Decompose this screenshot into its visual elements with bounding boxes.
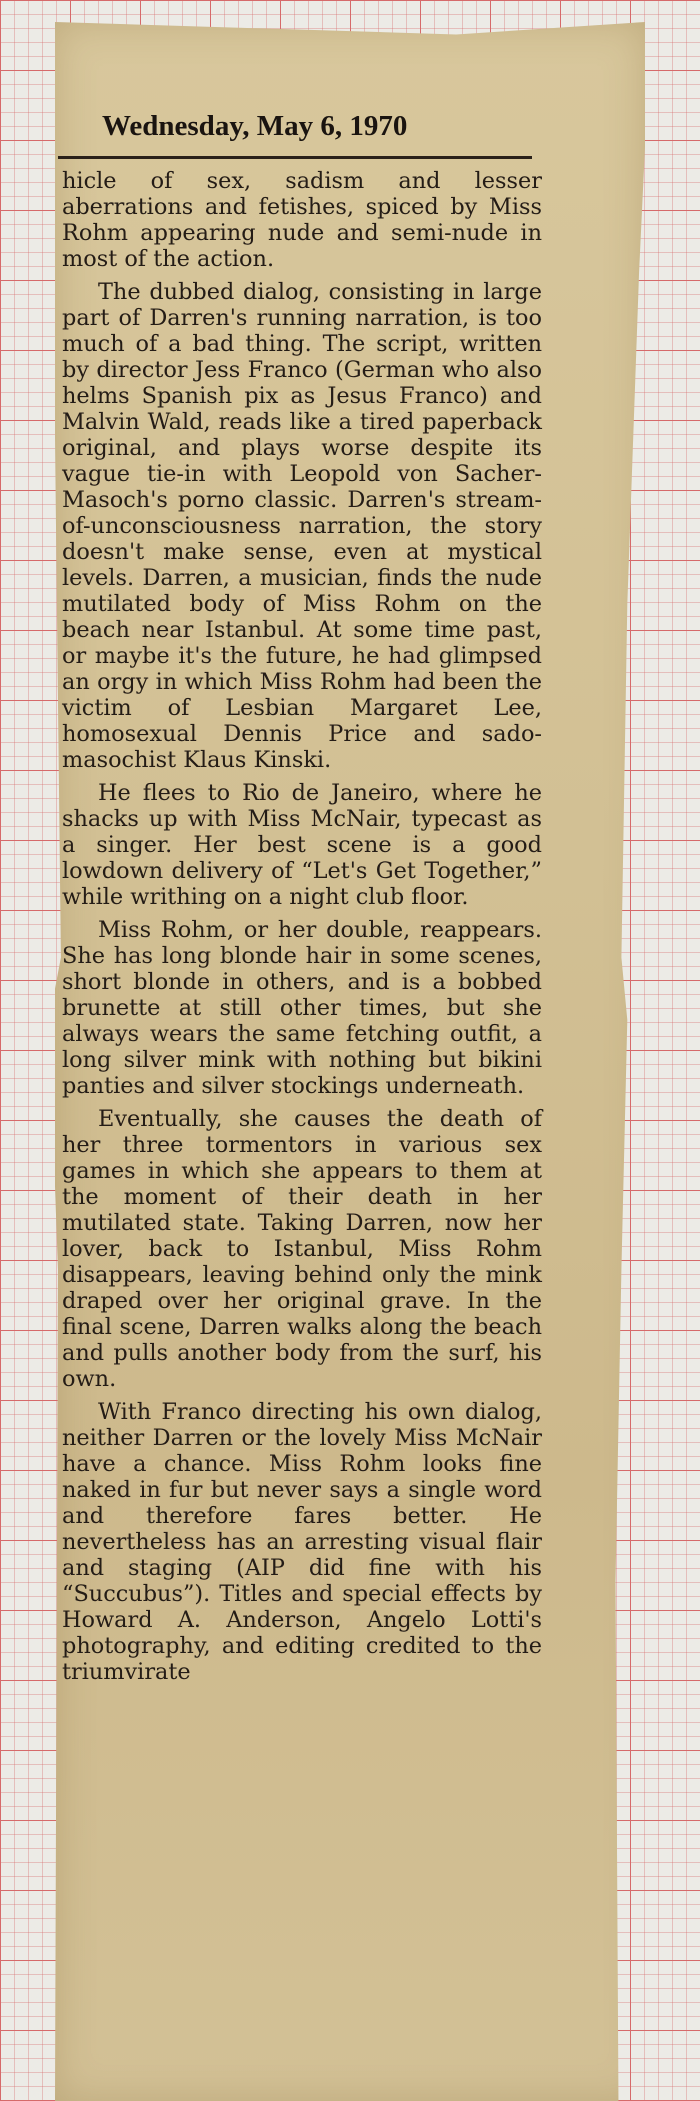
article-body: [62, 168, 542, 1692]
paragraph: The dubbed dialog, consisting in large part of Darren's running narration, is too much of a bad thing. The script, written by director Jess Franco (German who also helms Spanish pix as Jesus Franco) and Malvin Wald, reads like a tired paperback original, and plays worse despite its vague tie-in with Leopold von Sacher-Masoch's porno classic. Darren's stream-of-unconsciousness narration, the story doesn't make sense, even at mystical levels. Darren, a musician, finds the nude mutilated body of Miss Rohm on the beach near Istanbul. At some time past, or maybe it's the future, he had glimpsed an orgy in which Miss Rohm had been the victim of Lesbian Margaret Lee, homosexual Dennis Price and sado-masochist Klaus Kinski.: [62, 279, 542, 773]
paragraph: hicle of sex, sadism and lesser aberrations and fetishes, spiced by Miss Rohm appearing nude and semi-nude in most of the action.: [62, 168, 542, 272]
paragraph: He flees to Rio de Janeiro, where he shacks up with Miss McNair, typecast as a singer. Her best scene is a good lowdown delivery of “Let's Get Together,” while writhing on a night club floor.: [62, 780, 542, 910]
paragraph: With Franco directing his own dialog, neither Darren or the lovely Miss McNair have a chance. Miss Rohm looks fine naked in fur but never says a single word and therefore fares better. He nevertheless has an arresting visual flair and staging (AIP did fine with his “Succubus”). Titles and special effects by Howard A. Anderson, Angelo Lotti's photography, and editing credited to the triumvirate: [62, 1399, 542, 1685]
paragraph: Eventually, she causes the death of her three tormentors in various sex games in which she appears to them at the moment of their death in her mutilated state. Taking Darren, now her lover, back to Istanbul, Miss Rohm disappears, leaving behind only the mink draped over her original grave. In the final scene, Darren walks along the beach and pulls another body from the surf, his own.: [62, 1106, 542, 1392]
dateline: Wednesday, May 6, 1970: [102, 110, 408, 142]
header-rule: [58, 156, 532, 159]
paragraph: Miss Rohm, or her double, reappears. She has long blonde hair in some scenes, short blonde in others, and is a bobbed brunette at still other times, but she always wears the same fetching outfit, a long silver mink with nothing but bikini panties and silver stockings underneath.: [62, 917, 542, 1099]
